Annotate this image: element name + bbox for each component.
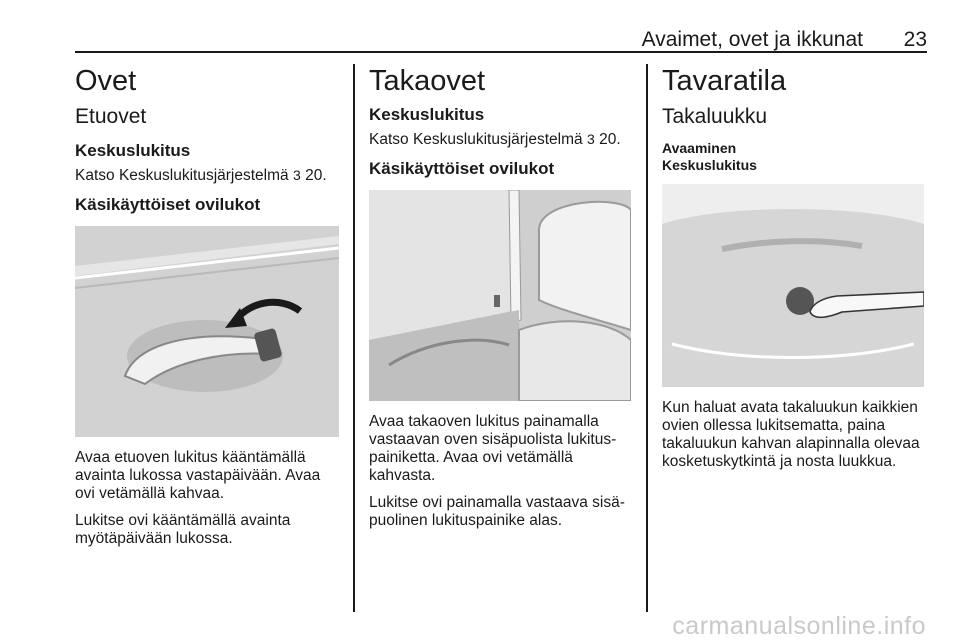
- column-divider: [646, 64, 648, 612]
- page-reference-arrow-icon: 3: [586, 131, 595, 147]
- cross-reference: [369, 130, 635, 149]
- paragraph-unlock-front: Avaa etuoven lukitus kääntämällä avainta lukossa vastapäivään. Avaa ovi vetämällä kahvaa.: [75, 449, 321, 502]
- section-title: Avaimet, ovet ja ikkunat: [641, 28, 863, 51]
- rear-door-interior-illustration: [369, 190, 631, 401]
- paragraph-unlock-rear: Avaa takaoven lukitus painamalla vastaavan oven sisäpuolista lukitus-painiketta. Avaa ovi vetämällä kahvasta.: [369, 413, 617, 484]
- heading-central-locking: Keskuslukitus: [662, 157, 757, 173]
- heading-luggage-compartment: Tavaratila: [662, 65, 787, 97]
- watermark: carmanualsonline.info: [672, 612, 926, 640]
- cross-reference: [75, 166, 343, 185]
- page-number: 23: [903, 28, 927, 51]
- page-reference-arrow-icon: 3: [292, 167, 301, 183]
- front-door-handle-illustration: [75, 226, 339, 437]
- tailgate-switch-illustration: [662, 184, 924, 387]
- heading-central-locking: Keskuslukitus: [369, 105, 485, 124]
- reference-text: Katso Keskuslukitusjärjestelmä: [75, 167, 289, 184]
- heading-front-doors: Etuovet: [75, 105, 147, 128]
- heading-manual-locks: Käsikäyttöiset ovilukot: [75, 195, 261, 214]
- heading-doors: Ovet: [75, 65, 137, 97]
- heading-central-locking: Keskuslukitus: [75, 141, 191, 160]
- running-header: [75, 26, 927, 52]
- paragraph-open-tailgate: Kun haluat avata takaluukun kaikkien ovien ollessa lukitsematta, paina takaluukun kahvan alapinnalla olevaa kosketuskytkintä ja nosta luukkua.: [662, 399, 920, 470]
- paragraph-lock-front: Lukitse ovi kääntämällä avainta myötäpäivään lukossa.: [75, 512, 291, 547]
- column-rear-doors: [369, 58, 635, 539]
- heading-opening: Avaaminen: [662, 140, 737, 156]
- heading-tailgate: Takaluukku: [662, 105, 768, 128]
- header-rule: [75, 51, 927, 53]
- column-luggage: [662, 58, 928, 480]
- heading-rear-doors: Takaovet: [369, 65, 486, 97]
- column-divider: [353, 64, 355, 612]
- reference-text: Katso Keskuslukitusjärjestelmä: [369, 131, 583, 148]
- column-front-doors: [75, 58, 343, 557]
- heading-manual-locks: Käsikäyttöiset ovilukot: [369, 159, 555, 178]
- reference-page: 20.: [599, 131, 621, 148]
- paragraph-lock-rear: Lukitse ovi painamalla vastaava sisä-puolinen lukituspainike alas.: [369, 494, 625, 529]
- reference-page: 20.: [305, 167, 327, 184]
